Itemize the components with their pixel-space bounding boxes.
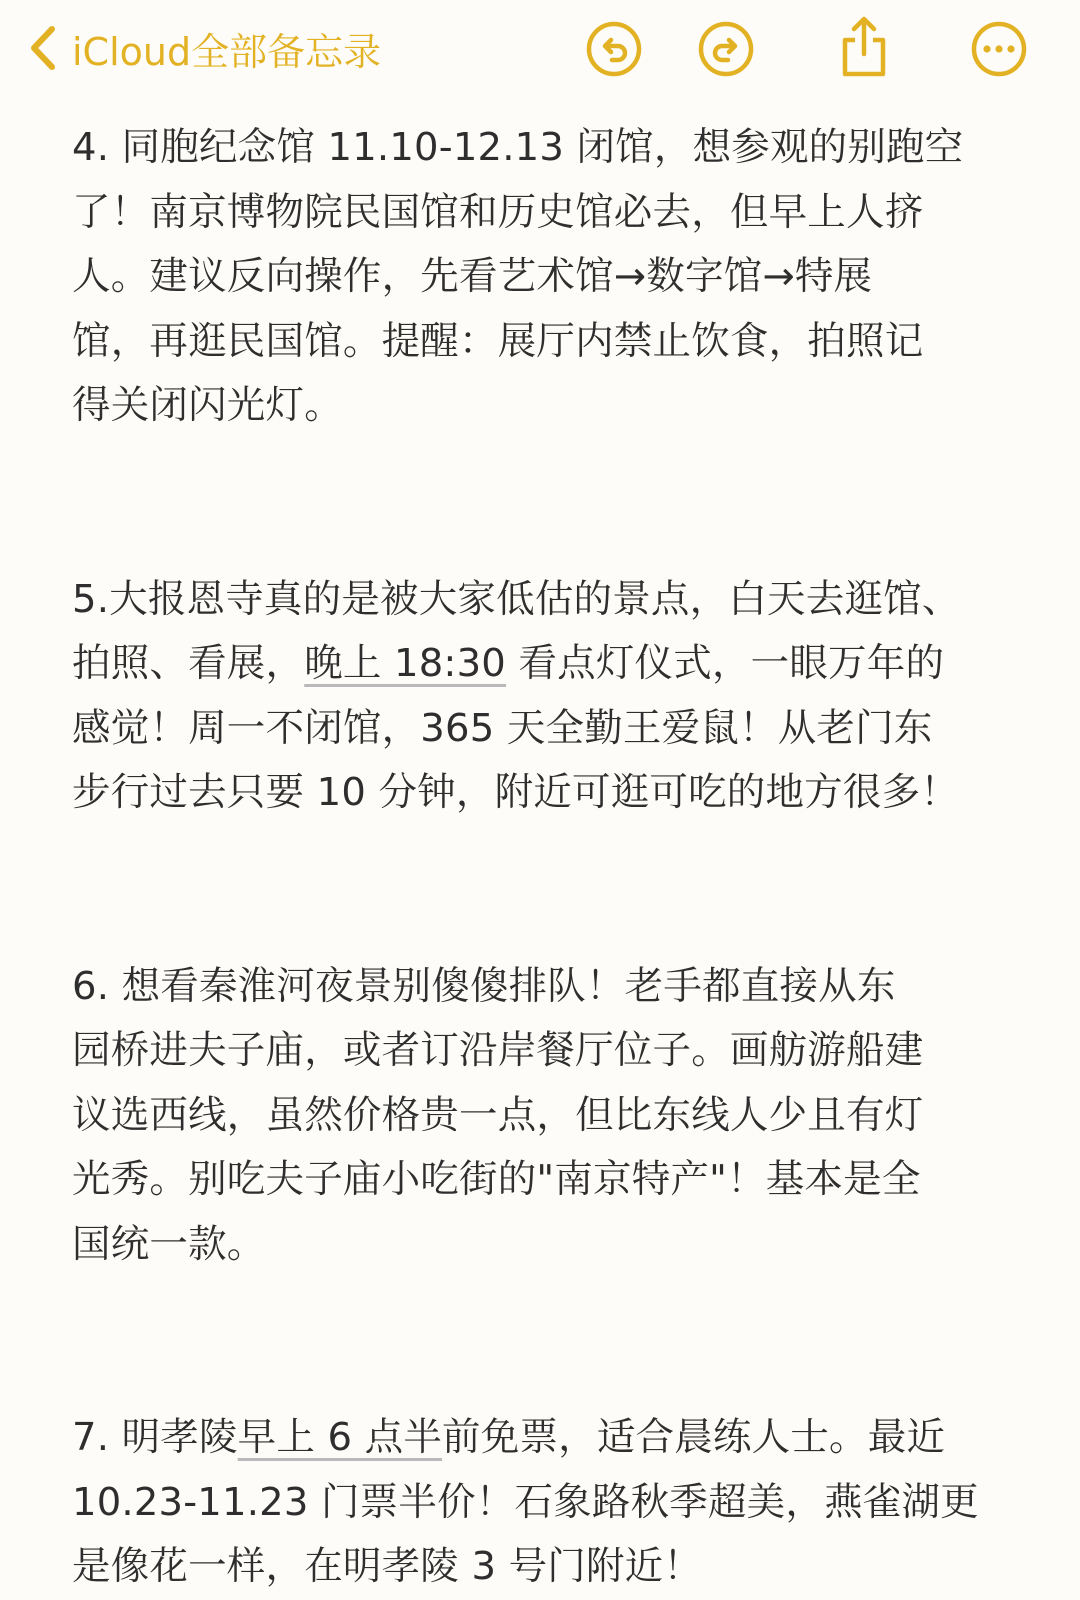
paragraph-6 — [72, 955, 1012, 1278]
more-button[interactable] — [970, 20, 1028, 78]
share-icon — [835, 14, 893, 78]
text-line: 4. 同胞纪念馆 11.10-12.13 闭馆，想参观的别跑空 — [72, 125, 964, 170]
note-body[interactable] — [72, 116, 1012, 1600]
text-segment: 看点灯仪式，一眼万年的 — [506, 641, 945, 686]
text-line: 馆，再逛民国馆。提醒：展厅内禁止饮食，拍照记 — [72, 318, 924, 364]
text-line — [72, 1406, 1012, 1471]
redo-icon — [697, 20, 755, 78]
text-line: 10.23-11.23 门票半价！石象路秋季超美，燕雀湖更 — [72, 1479, 979, 1525]
paragraph-7 — [72, 1406, 1012, 1600]
paragraph-spacer — [72, 826, 1012, 955]
paragraph-4 — [72, 116, 1012, 439]
underlined-text: 早上 6 点半 — [237, 1415, 443, 1460]
text-line: 了！南京博物院民国馆和历史馆必去，但早上人挤 — [72, 189, 924, 235]
text-line: 是像花一样，在明孝陵 3 号门附近！ — [72, 1544, 703, 1589]
text-line: 感觉！周一不闭馆，365 天全勤王爱鼠！从老门东 — [72, 705, 933, 751]
text-line: 得关闭闪光灯。 — [72, 383, 343, 428]
text-line: 人。建议反向操作，先看艺术馆→数字馆→特展 — [72, 254, 873, 299]
text-line: 5.大报恩寺真的是被大家低估的景点，白天去逛馆、 — [72, 576, 961, 622]
navigation-bar — [0, 0, 1080, 100]
text-line: 光秀。别吃夫子庙小吃街的"南京特产"！基本是全 — [72, 1157, 921, 1202]
text-line: 议选西线，虽然价格贵一点，但比东线人少且有灯 — [72, 1092, 924, 1138]
text-line: 6. 想看秦淮河夜景别傻傻排队！老手都直接从东 — [72, 963, 896, 1009]
text-line: 园桥进夫子庙，或者订沿岸餐厅位子。画舫游船建 — [72, 1028, 924, 1073]
undo-button[interactable] — [585, 20, 643, 78]
undo-icon — [585, 20, 643, 78]
text-line — [72, 632, 1012, 697]
back-label: iCloud全部备忘录 — [72, 29, 382, 74]
paragraph-spacer — [72, 1277, 1012, 1406]
text-segment: 前免票，适合晨练人士。最近 — [442, 1415, 946, 1460]
chevron-left-icon — [28, 25, 58, 71]
redo-button[interactable] — [697, 20, 755, 78]
more-icon — [970, 20, 1028, 78]
share-button[interactable] — [835, 14, 893, 78]
underlined-text: 晚上 18:30 — [304, 641, 506, 686]
paragraph-spacer — [72, 439, 1012, 568]
text-segment: 7. 明孝陵 — [72, 1415, 238, 1460]
paragraph-5 — [72, 568, 1012, 826]
text-segment: 拍照、看展， — [72, 641, 305, 686]
back-button[interactable] — [28, 18, 381, 78]
text-line: 步行过去只要 10 分钟，附近可逛可吃的地方很多！ — [72, 770, 959, 815]
text-line: 国统一款。 — [72, 1221, 266, 1267]
